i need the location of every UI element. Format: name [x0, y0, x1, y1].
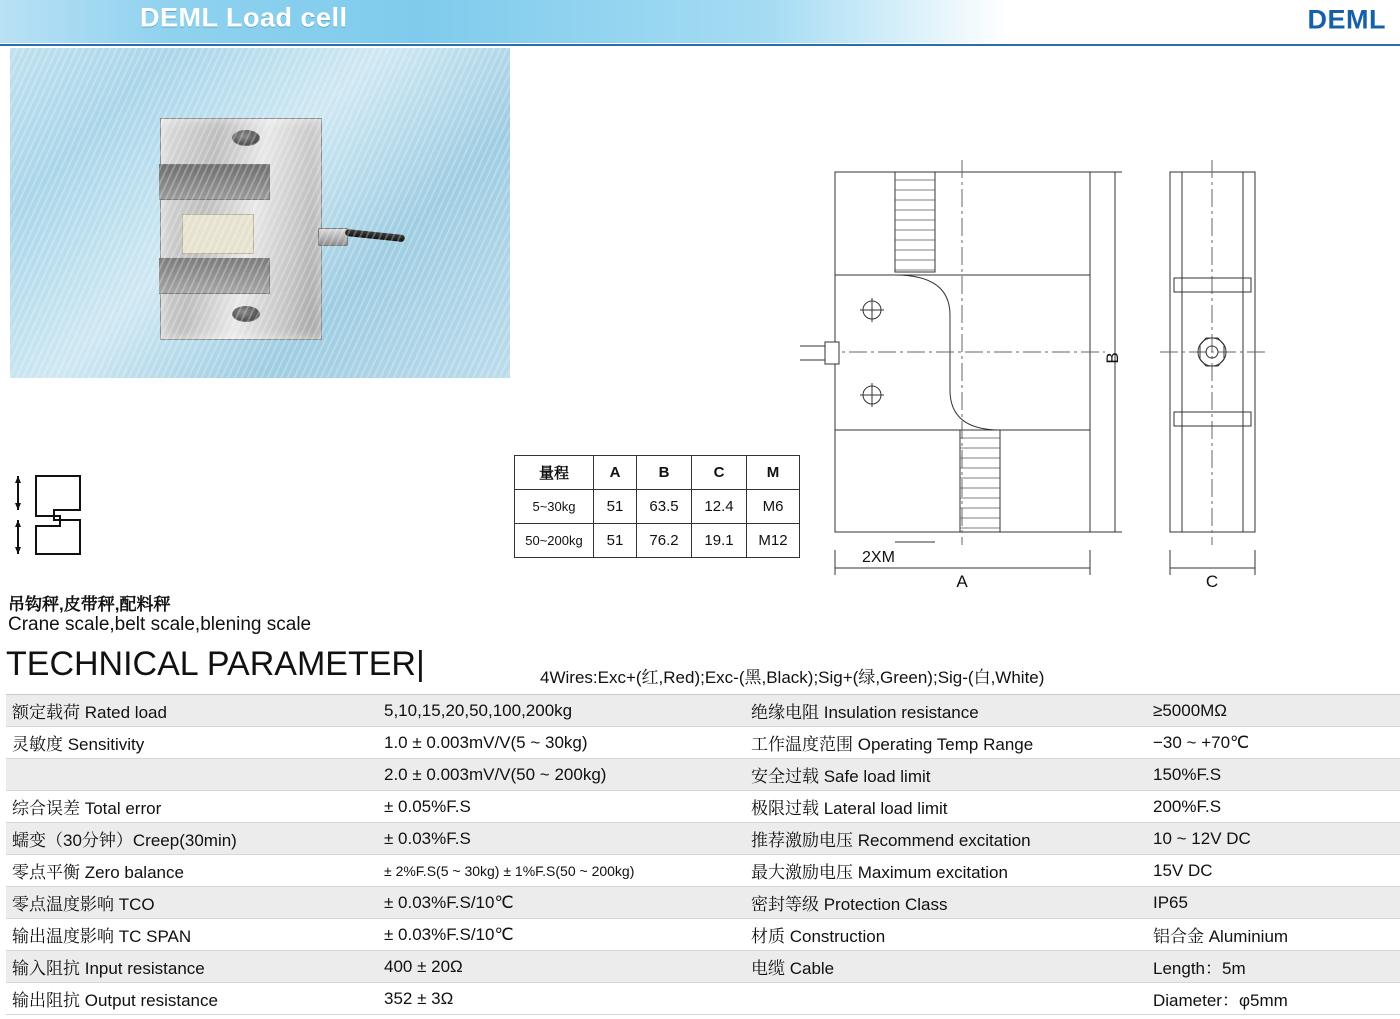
spec-right-value-7: 铝合金 Aluminium [1147, 919, 1400, 951]
spec-left-value-1: 1.0 ± 0.003mV/V(5 ~ 30kg) [378, 727, 745, 759]
table-row [6, 855, 1400, 887]
dimension-table-header-row [515, 456, 800, 490]
spec-left-value-7: ± 0.03%F.S/10℃ [378, 919, 745, 951]
dimension-table [514, 455, 800, 558]
specification-table [6, 694, 1400, 1015]
spec-right-key-6: 密封等级 Protection Class [745, 887, 1147, 919]
dimension-row1-a: 51 [594, 490, 637, 524]
page-title: DEML Load cell [140, 2, 348, 33]
spec-right-value-6: IP65 [1147, 887, 1400, 919]
spec-left-key-4: 蠕变（30分钟）Creep(30min) [6, 823, 378, 855]
table-row [6, 727, 1400, 759]
spec-left-value-5: ± 2%F.S(5 ~ 30kg) ± 1%F.S(50 ~ 200kg) [378, 855, 745, 887]
spec-left-value-4: ± 0.03%F.S [378, 823, 745, 855]
dimension-row1-b: 63.5 [637, 490, 692, 524]
dimension-row1-range: 5~30kg [515, 490, 594, 524]
s-beam-outline-icon [8, 470, 88, 560]
table-row [6, 919, 1400, 951]
dimension-header-a: A [594, 456, 637, 490]
dimension-b-label: B [1103, 352, 1122, 364]
spec-right-key-3: 极限过载 Lateral load limit [745, 791, 1147, 823]
spec-right-key-5: 最大激励电压 Maximum excitation [745, 855, 1147, 887]
load-cell-upper-slot [159, 164, 270, 200]
spec-left-value-9: 352 ± 3Ω [378, 983, 745, 1015]
s-beam-load-cell-image [160, 118, 360, 338]
dimension-header-b: B [637, 456, 692, 490]
spec-left-key-0: 额定载荷 Rated load [6, 695, 378, 727]
spec-left-value-8: 400 ± 20Ω [378, 951, 745, 983]
load-cell-upper-thread-hole [232, 130, 260, 146]
load-cell-nameplate [182, 214, 254, 254]
spec-right-key-4: 推荐激励电压 Recommend excitation [745, 823, 1147, 855]
cable-gland [318, 228, 348, 246]
technical-parameter-heading: TECHNICAL PARAMETER| [6, 645, 425, 683]
spec-left-value-0: 5,10,15,20,50,100,200kg [378, 695, 745, 727]
model-label: DEML [1307, 4, 1386, 35]
spec-right-value-3: 200%F.S [1147, 791, 1400, 823]
wire-color-note: 4Wires:Exc+(红,Red);Exc-(黑,Black);Sig+(绿,Green);Sig-(白,White) [540, 668, 1045, 687]
load-cell-body [160, 118, 322, 340]
spec-right-value-2: 150%F.S [1147, 759, 1400, 791]
table-row [6, 887, 1400, 919]
spec-left-key-1: 灵敏度 Sensitivity [6, 727, 378, 759]
dimension-header-range: 量程 [515, 456, 594, 490]
table-row [6, 759, 1400, 791]
application-caption-english: Crane scale,belt scale,blening scale [8, 614, 312, 635]
header-divider [0, 44, 1400, 46]
table-row [515, 524, 800, 558]
load-cell-lower-slot [159, 258, 270, 294]
spec-right-key-2: 安全过载 Safe load limit [745, 759, 1147, 791]
spec-left-value-2: 2.0 ± 0.003mV/V(50 ~ 200kg) [378, 759, 745, 791]
spec-left-key-2 [6, 759, 378, 791]
table-row [515, 490, 800, 524]
dimension-row2-m: M12 [747, 524, 800, 558]
spec-right-key-9 [745, 983, 1147, 1015]
dimension-c-label: C [1205, 572, 1219, 590]
table-row [6, 951, 1400, 983]
table-row [6, 695, 1400, 727]
spec-right-key-0: 绝缘电阻 Insulation resistance [745, 695, 1147, 727]
dimension-row2-c: 19.1 [692, 524, 747, 558]
table-row [6, 983, 1400, 1015]
table-row [6, 823, 1400, 855]
load-cell-lower-thread-hole [232, 306, 260, 322]
spec-right-value-4: 10 ~ 12V DC [1147, 823, 1400, 855]
dimension-row1-c: 12.4 [692, 490, 747, 524]
spec-left-value-3: ± 0.05%F.S [378, 791, 745, 823]
dimension-header-m: M [747, 456, 800, 490]
application-caption-chinese: 吊钩秤,皮带秤,配料秤 [8, 595, 171, 614]
dimension-row2-range: 50~200kg [515, 524, 594, 558]
spec-right-value-8: Length：5m [1147, 951, 1400, 983]
dimension-row1-m: M6 [747, 490, 800, 524]
spec-right-value-5: 15V DC [1147, 855, 1400, 887]
dimension-header-c: C [692, 456, 747, 490]
spec-left-value-6: ± 0.03%F.S/10℃ [378, 887, 745, 919]
dimension-a-label: A [956, 572, 968, 590]
spec-left-key-6: 零点温度影响 TCO [6, 887, 378, 919]
spec-left-key-3: 综合误差 Total error [6, 791, 378, 823]
spec-right-value-0: ≥5000MΩ [1147, 695, 1400, 727]
spec-left-key-9: 输出阻抗 Output resistance [6, 983, 378, 1015]
dimension-row2-a: 51 [594, 524, 637, 558]
thread-note-label: 2XM [862, 549, 895, 566]
spec-right-value-9: Diameter：φ5mm [1147, 983, 1400, 1015]
technical-drawing [800, 150, 1300, 590]
spec-left-key-7: 输出温度影响 TC SPAN [6, 919, 378, 951]
spec-right-value-1: −30 ~ +70℃ [1147, 727, 1400, 759]
dimension-row2-b: 76.2 [637, 524, 692, 558]
page-header [0, 0, 1400, 46]
table-row [6, 791, 1400, 823]
product-photo [10, 48, 510, 378]
spec-left-key-8: 输入阻抗 Input resistance [6, 951, 378, 983]
spec-right-key-7: 材质 Construction [745, 919, 1147, 951]
spec-right-key-8: 电缆 Cable [745, 951, 1147, 983]
spec-right-key-1: 工作温度范围 Operating Temp Range [745, 727, 1147, 759]
spec-left-key-5: 零点平衡 Zero balance [6, 855, 378, 887]
output-cable [345, 229, 405, 242]
